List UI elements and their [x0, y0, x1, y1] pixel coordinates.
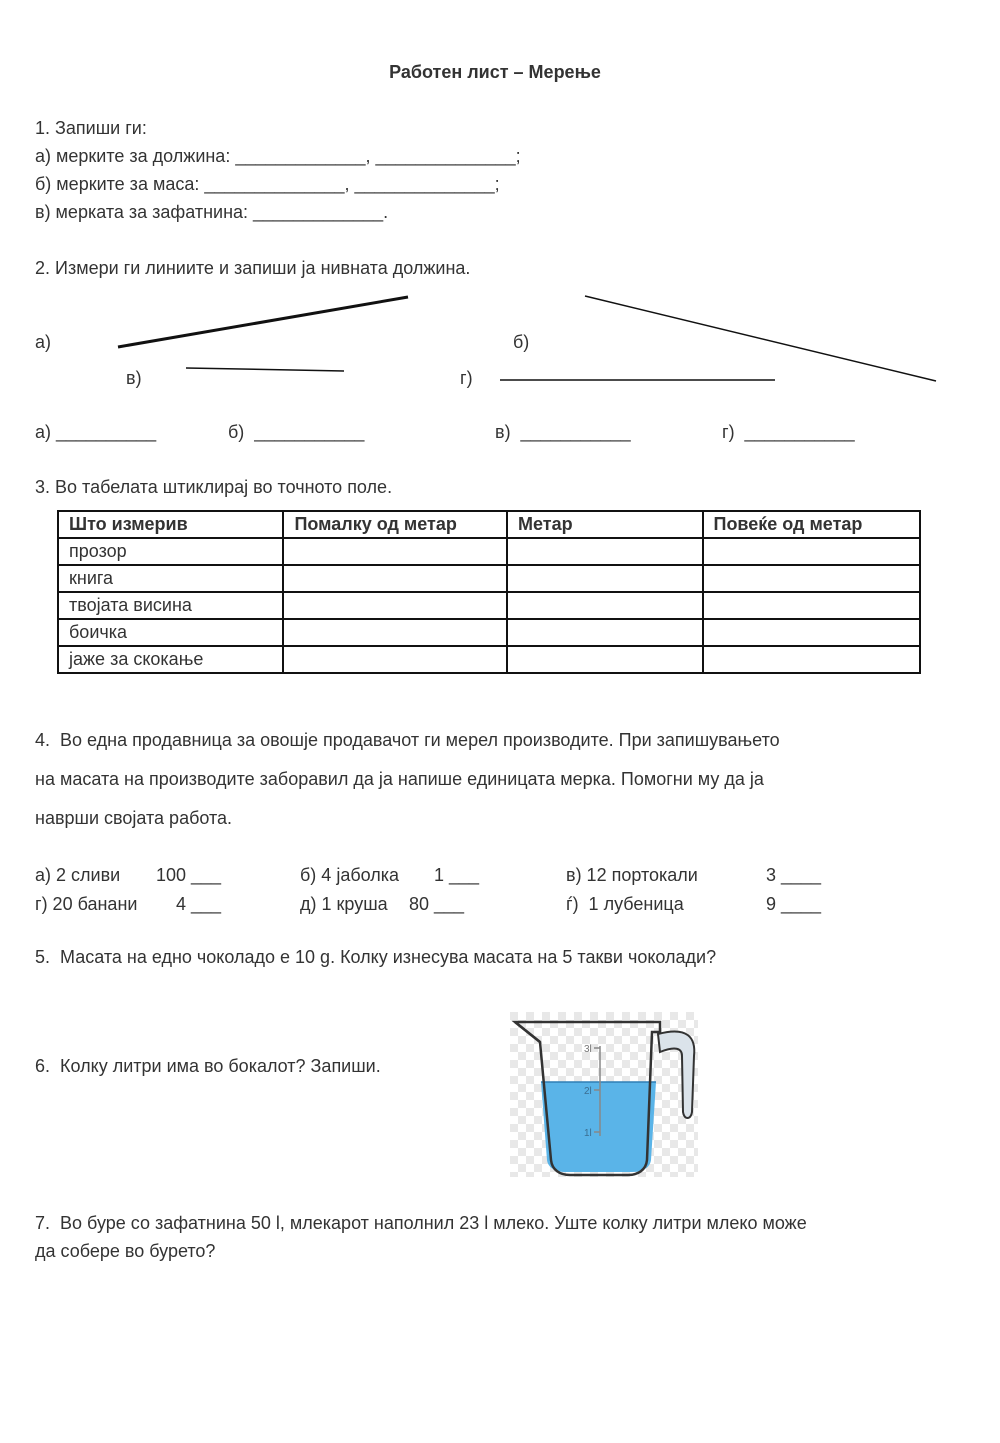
q4-line-1: 4. Во една продавница за овошје продавачот ги мерел производите. При запишувањето — [35, 730, 780, 750]
q2-answer-g: г) ___________ — [722, 422, 855, 442]
checkbox-cell[interactable] — [703, 619, 921, 646]
checkbox-cell[interactable] — [283, 565, 507, 592]
page-title: Работен лист – Мерење — [389, 62, 601, 82]
q7-line-1: 7. Во буре со зафатнина 50 l, млекарот наполнил 23 l млеко. Уште колку литри млеко може — [35, 1213, 807, 1233]
table-row — [58, 565, 920, 592]
scale-label: 1l — [584, 1128, 592, 1139]
measuring-jug-image — [510, 1012, 698, 1177]
checkbox-cell[interactable] — [507, 619, 703, 646]
table-header-cell: Што измерив — [58, 511, 283, 538]
table-row — [58, 538, 920, 565]
checkbox-cell[interactable] — [283, 646, 507, 673]
q4-item-value: 4 ___ — [176, 894, 222, 914]
q4-item-value: 3 ____ — [766, 865, 822, 885]
table-row — [58, 592, 920, 619]
q2-label-g: г) — [460, 368, 473, 388]
q4-line-3: наврши својата работа. — [35, 808, 233, 828]
q1-heading: 1. Запиши ги: — [35, 118, 147, 138]
q4-item-value: 9 ____ — [766, 894, 822, 914]
q1-mass-units: б) мерките за маса: ______________, ______________; — [35, 174, 500, 194]
checkbox-cell[interactable] — [703, 592, 921, 619]
q4-item-label: г) 20 банани — [35, 894, 138, 914]
table-row-label: боичка — [58, 619, 283, 646]
scale-label: 2l — [584, 1086, 592, 1097]
checkbox-cell[interactable] — [507, 538, 703, 565]
q1-length-units: а) мерките за должина: _____________, ______________; — [35, 146, 521, 166]
line-v — [186, 368, 344, 371]
q6-text: 6. Колку литри има во бокалот? Запиши. — [35, 1056, 381, 1076]
table-row-label: твојата висина — [58, 592, 283, 619]
table-row-label: прозор — [58, 538, 283, 565]
q1-volume-unit: в) мерката за зафатнина: _____________. — [35, 202, 389, 222]
checkbox-cell[interactable] — [283, 619, 507, 646]
q2-label-v: в) — [126, 368, 142, 388]
line-a — [118, 297, 408, 347]
q2-label-a: а) — [35, 332, 52, 352]
table-row — [58, 619, 920, 646]
checkbox-cell[interactable] — [703, 538, 921, 565]
scale-label: 3l — [584, 1044, 592, 1055]
checkbox-cell[interactable] — [283, 592, 507, 619]
checkbox-cell[interactable] — [507, 592, 703, 619]
line-b — [585, 296, 936, 381]
checkbox-cell[interactable] — [703, 565, 921, 592]
q7-line-2: да собере во бурето? — [35, 1241, 216, 1261]
q4-item-label: в) 12 портокали — [566, 865, 698, 885]
q4-item-value: 100 ___ — [156, 865, 222, 885]
q4-item-label: б) 4 јаболка — [300, 865, 400, 885]
q2-answer-b: б) ___________ — [228, 422, 365, 442]
q2-heading: 2. Измери ги линиите и запиши ја нивната должина. — [35, 258, 471, 278]
table-header-cell: Повеќе од метар — [703, 511, 921, 538]
table-header-row — [58, 511, 920, 538]
q2-answer-v: в) ___________ — [495, 422, 631, 442]
table-header-cell: Метар — [507, 511, 703, 538]
table-row-label: јаже за скокање — [58, 646, 283, 673]
q5-text: 5. Масата на едно чоколадо е 10 g. Колку изнесува масата на 5 такви чоколади? — [35, 947, 717, 967]
q4-item-value: 1 ___ — [434, 865, 480, 885]
measure-lines — [0, 0, 1000, 400]
q4-item-value: 80 ___ — [409, 894, 465, 914]
checkbox-cell[interactable] — [283, 538, 507, 565]
checkbox-cell[interactable] — [507, 565, 703, 592]
table-header-cell: Помалку од метар — [283, 511, 507, 538]
q4-item-label: д) 1 круша — [300, 894, 388, 914]
q3-heading: 3. Во табелата штиклирај во точното поле. — [35, 477, 393, 497]
q2-label-b: б) — [513, 332, 530, 352]
checkbox-cell[interactable] — [703, 646, 921, 673]
checkbox-cell[interactable] — [507, 646, 703, 673]
q4-item-label: а) 2 сливи — [35, 865, 121, 885]
table-row-label: книга — [58, 565, 283, 592]
measurement-table — [57, 510, 921, 674]
q4-line-2: на масата на производите заборавил да ја напише единицата мерка. Помогни му да ја — [35, 769, 764, 789]
jug-water — [541, 1082, 656, 1172]
q4-item-label: ѓ) 1 лубеница — [566, 894, 684, 914]
table-row — [58, 646, 920, 673]
q2-answer-a: а) __________ — [35, 422, 157, 442]
